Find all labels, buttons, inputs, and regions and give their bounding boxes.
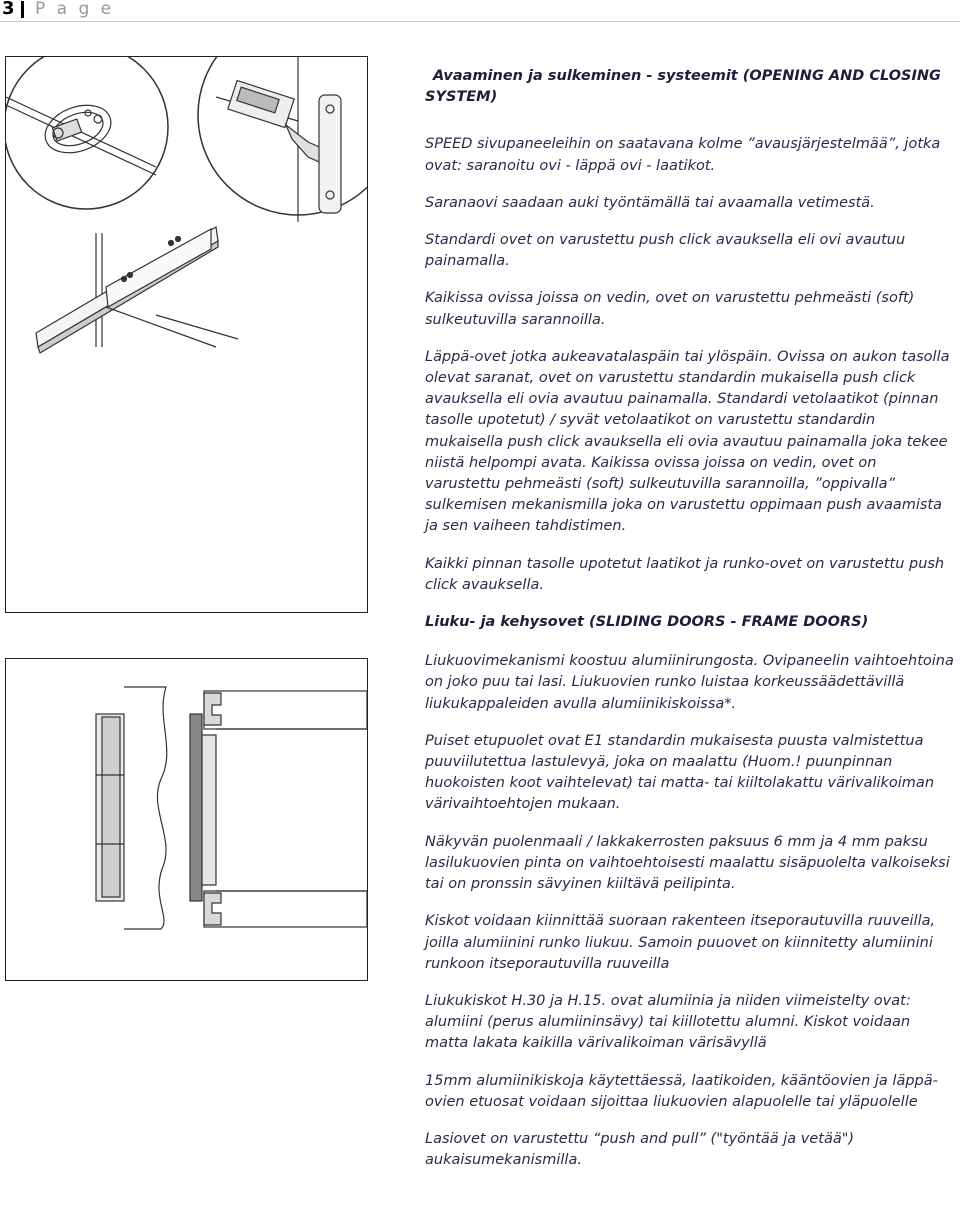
sliding-door-drawing [6,659,367,980]
paragraph: Lasiovet on varustettu “push and pull” ("työntää ja vetää") aukaisumekanismilla. [425,1130,855,1169]
paragraph: 15mm alumiinikiskoja käytettäessä, laatikoiden, kääntöovien ja läppä-ovien etuosat voidaan sijoittaa liukuovien alapuolelle tai yläpuolelle [425,1072,938,1110]
paragraph: Liukuovimekanismi koostuu alumiinirungosta. Ovipaneelin vaihtoehtoina on joko puu tai lasi. Liukuovien runko luistaa korkeussäädettävillä liukukappaleiden avulla alumiinikiskoissa*. [425,653,954,712]
paragraph: Näkyvän puolenmaali / lakkakerrosten paksuus 6 mm ja 4 mm paksu lasilukuovien pinta on vaihtoehtoisesti maalattu sisäpuolelta valkoiseksi tai on pronssin sävyinen kiiltävä peilipinta. [425,833,950,893]
hinge-drawer-illustration [5,56,368,613]
sliding-doors-heading: Liuku- ja kehysovet (SLIDING DOORS - FRAME DOORS) [425,614,869,631]
hinge-detail-circle-right [198,57,367,215]
paragraph: Saranaovi saadaan auki työntämällä tai avaamalla vetimestä. [425,194,875,211]
page-header [0,0,120,22]
hinge-drawer-drawing [6,57,367,612]
paragraph: Standardi ovet on varustettu push click avauksella eli ovi avautuu painamalla. [425,232,906,270]
paragraph: Puiset etupuolet ovat E1 standardin mukaisesta puusta valmistettua puuviilutettua lastulevyä, joka on maalattu (Huom.! puunpinnan huokoisten koot vaihtelevat) tai matta- tai kiiltolakattu värivalikoiman värivaihtoehtojen mukaan. [425,732,935,813]
paragraph: SPEED sivupaneeleihin on saatavana kolme ”avausjärjestelmää”, jotka ovat: saranoitu ovi - läppä ovi - laatikot. [425,136,941,174]
paragraph: Liukukiskot H.30 ja H.15. ovat alumiinia ja niiden viimeistelty ovat: alumiini (perus alumiininsävy) tai kiillotettu alumni. Kiskot voidaan matta lakata kaikilla värivalikoiman värisävyllä [425,992,911,1052]
paragraph: Kaikki pinnan tasolle upotetut laatikot ja runko-ovet on varustettu push click avauksella. [425,555,945,593]
page-number: 3 [2,0,15,19]
paragraph: Kaikissa ovissa joissa on vedin, ovet on varustettu pehmeästi (soft) sulkeutuvilla sarannoilla. [425,290,915,328]
header-divider [0,21,960,22]
page-label: P a g e [35,0,115,19]
opening-system-heading: Avaaminen ja sulkeminen - systeemit (OPENING AND CLOSING SYSTEM) [425,68,941,106]
hinge-detail-circle-left [6,57,168,209]
paragraph: Läppä-ovet jotka aukeavatalaspäin tai ylöspäin. Ovissa on aukon tasolla olevat saranat, ovet on varustettu standardin mukaisella push click avauksella eli ovia avautuu painamalla. Standardi vetolaatikot (pinnan tasolle upotetut) / syvät vetolaatikot on varustettu standardin mukaisella push click avauksella eli ovia avautuu painamalla joka tekee niistä helpompi avata. Kaikissa ovissa joissa on vedin, ovet on varustettu pehmeästi (soft) sulkeutuvilla sarannoilla, ”oppivalla” sulkemisen mekanismilla joka on varustettu oppimaan push avaamista ja sen vaiheen tahdistimen. [425,348,950,535]
page-separator [21,1,24,18]
content-column [425,66,955,1187]
paragraph: Kiskot voidaan kiinnittää suoraan rakenteen itseporautuvilla ruuveilla, joilla alumiinini runko liukuu. Samoin puuovet on kiinnitetty alumiinini runkoon itseporautuvilla ruuveilla [425,913,936,972]
sliding-door-illustration [5,658,368,981]
